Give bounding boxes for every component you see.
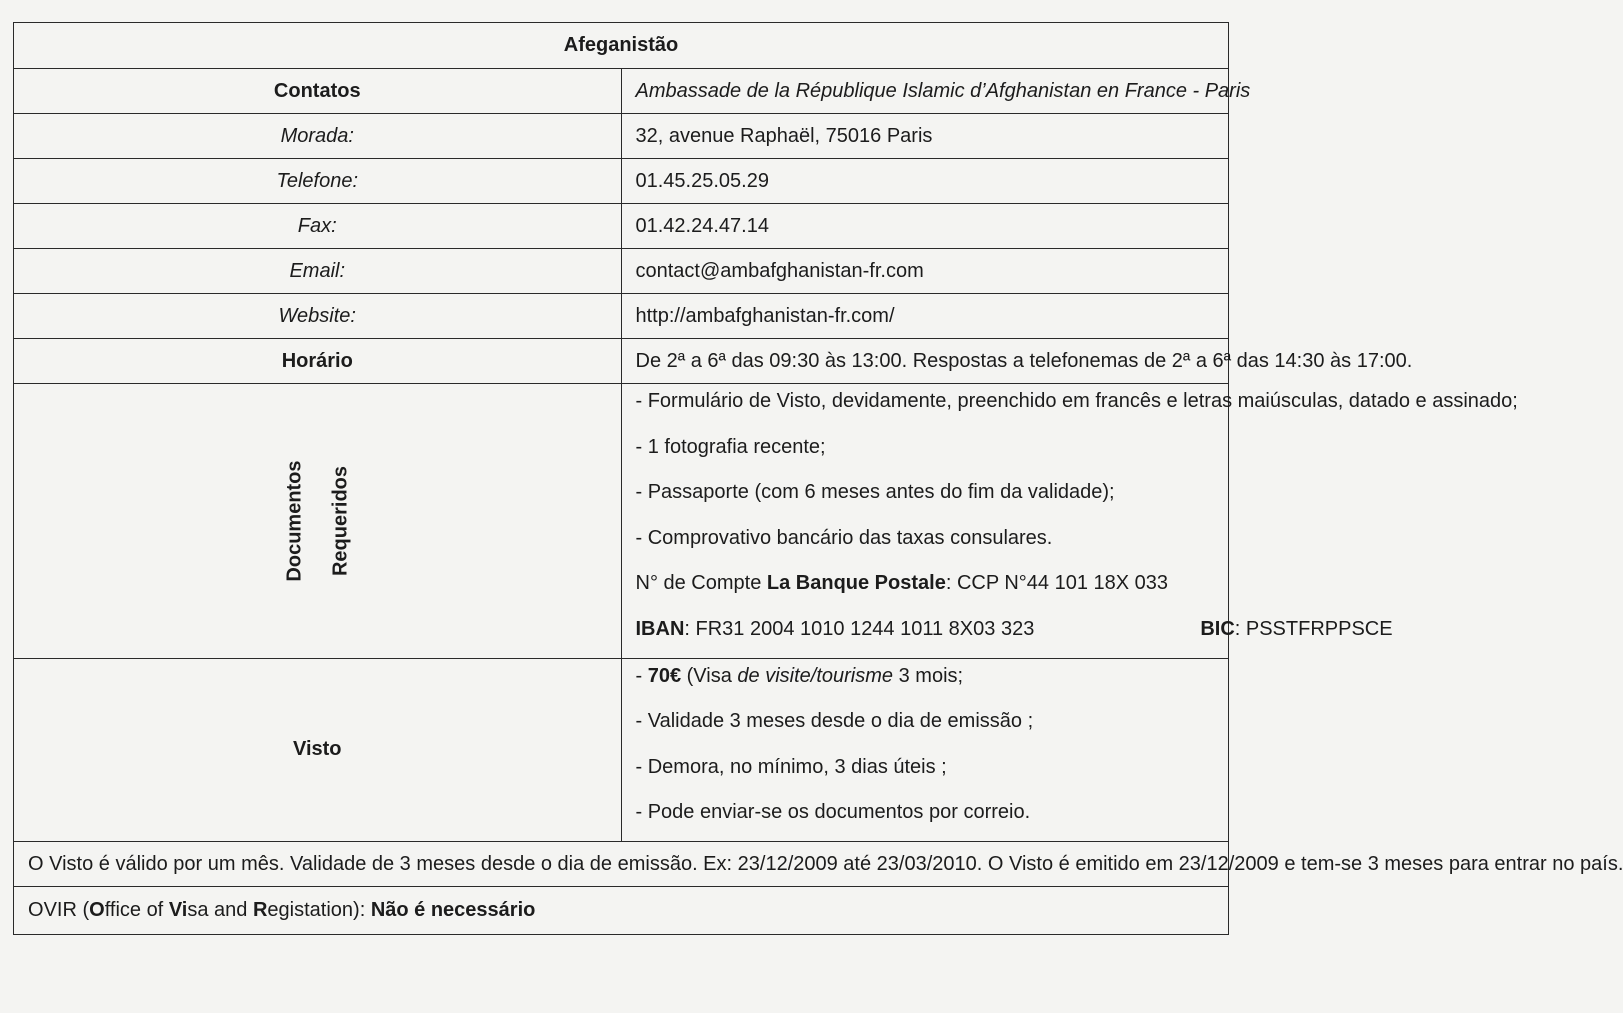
iban-line: [635, 612, 1393, 658]
ovir-office-rest: ffice of: [104, 898, 169, 921]
visto-price: 70€: [647, 664, 682, 687]
ovir-office-initial: O: [89, 898, 105, 921]
list-item: - 1 fotografia recente;: [635, 435, 826, 458]
compte-prefix: N° de Compte: [635, 572, 767, 595]
country-title: Afeganistão: [14, 23, 1229, 69]
list-item: - Demora, no mínimo, 3 dias úteis ;: [635, 755, 947, 778]
list-item: - Passaporte (com 6 meses antes do fim da validade);: [635, 481, 1115, 504]
horario-label: Horário: [14, 339, 622, 384]
contatos-label: Contatos: [14, 69, 622, 114]
visa-type: de visite/tourisme: [737, 664, 894, 687]
bic-value: : PSSTFRPPSCE: [1234, 617, 1393, 640]
list-item: - Formulário de Visto, devidamente, preenchido em francês e letras maiúsculas, datado e assinado;: [635, 390, 1518, 412]
visto-price-item: [636, 659, 1215, 705]
fax-value: 01.42.24.47.14: [621, 204, 1229, 249]
list-item: - Validade 3 meses desde o dia de emissão ;: [635, 710, 1034, 733]
bic: [1200, 612, 1392, 646]
visto-list: [621, 658, 1229, 841]
iban-label: IBAN: [635, 617, 685, 640]
price-suffix: 3 mois;: [893, 664, 964, 687]
documentos-label-cell: [14, 384, 622, 659]
documentos-vertical-label: [271, 460, 363, 581]
bic-label: BIC: [1200, 617, 1235, 640]
documentos-label-line2: Requeridos: [329, 465, 352, 576]
horario-value: De 2ª a 6ª das 09:30 às 13:00. Respostas a telefonemas de 2ª a 6ª das 14:30 às 17:00.: [621, 339, 1229, 384]
morada-label: Morada:: [14, 114, 622, 159]
bank-account-line: [636, 566, 1215, 612]
visto-label: Visto: [14, 658, 622, 841]
morada-value: 32, avenue Raphaël, 75016 Paris: [621, 114, 1229, 159]
ovir-visa-rest: sa and: [187, 898, 253, 921]
list-item: - Pode enviar-se os documentos por correio.: [635, 801, 1031, 824]
email-value: contact@ambafghanistan-fr.com: [621, 249, 1229, 294]
ovir-visa-initial: Vi: [168, 898, 188, 921]
price-open: (Visa: [681, 664, 738, 687]
price-prefix: -: [635, 664, 648, 687]
ovir-row: [14, 886, 1229, 934]
embassy-name: Ambassade de la République Islamic d’Afghanistan en France - Paris: [621, 69, 1229, 114]
iban-value: : FR31 2004 1010 1244 1011 8X03 323: [684, 617, 1035, 640]
email-label: Email:: [14, 249, 622, 294]
fax-label: Fax:: [14, 204, 622, 249]
telefone-label: Telefone:: [14, 159, 622, 204]
visa-validity-note: O Visto é válido por um mês. Validade de 3 meses desde o dia de emissão. Ex: 23/12/2009 até 23/03/2010. O Visto é emitido em 23/12/2009 e tem-se 3 meses para entrar no país.: [14, 841, 1229, 886]
website-value: http://ambafghanistan-fr.com/: [621, 294, 1229, 339]
ovir-vir: VIR (: [43, 898, 90, 921]
ovir-status: Não é necessário: [370, 898, 536, 921]
documentos-label-line1: Documentos: [283, 460, 306, 582]
documentos-list: [621, 384, 1518, 659]
embassy-info-table: [13, 22, 1623, 935]
website-label: Website:: [14, 294, 622, 339]
compte-bank: La Banque Postale: [766, 572, 946, 595]
list-item: - Comprovativo bancário das taxas consulares.: [635, 526, 1053, 549]
ovir-reg-initial: R: [252, 898, 268, 921]
compte-value: : CCP N°44 101 18X 033: [945, 572, 1169, 595]
ovir-reg-rest: egistation):: [267, 898, 371, 921]
ovir-o: O: [28, 898, 44, 921]
telefone-value: 01.45.25.05.29: [621, 159, 1229, 204]
